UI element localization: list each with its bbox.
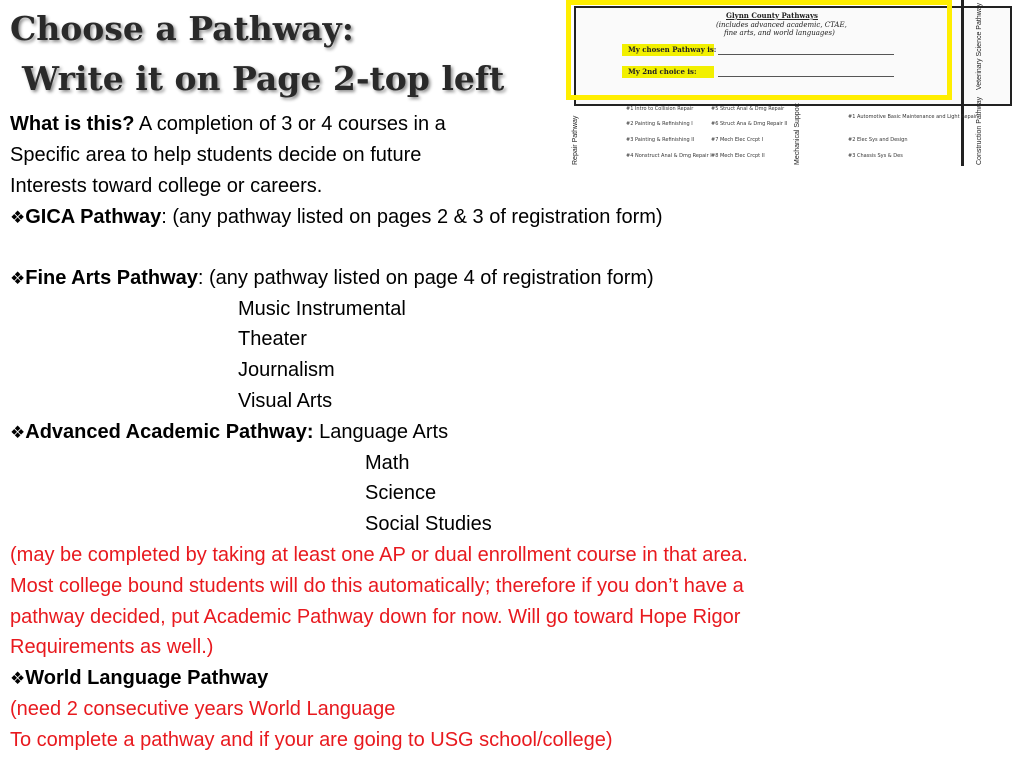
form-cell: #2 Elec Sys and Design [848, 137, 908, 143]
form-cell: #3 Painting & Refinishing II [626, 137, 695, 143]
fine-arts-option: Theater [238, 328, 307, 350]
academic-note-line: (may be completed by taking at least one AP or dual enrollment course in that area. [10, 544, 748, 566]
fine-arts-option: Visual Arts [238, 390, 333, 412]
form-divider [961, 0, 964, 166]
world-language-pathway-item [10, 666, 268, 691]
fine-arts-label: Fine Arts Pathway [25, 267, 198, 289]
world-language-note-2: To complete a pathway and if your are going to USG school/college) [10, 729, 613, 751]
form-cell: #3 Chassis Sys & Des [848, 153, 903, 159]
diamond-bullet-icon: ❖ [10, 208, 26, 227]
intro-line-2: Specific area to help students decide on future [10, 144, 422, 166]
vet-science-label: Veterinary Science Pathway [976, 2, 983, 90]
title-line-1: Choose a Pathway: [10, 9, 354, 48]
form-cell: #6 Struct Ana & Dmg Repair II [711, 121, 788, 127]
academic-pathway-item [10, 420, 448, 445]
form-cell: #4 Nonstruct Anal & Dmg Repair I [626, 153, 712, 159]
form-heading: Glynn County Pathways [726, 11, 818, 20]
academic-note-line: Requirements as well.) [10, 636, 214, 658]
form-cell: #2 Painting & Refinishing I [626, 121, 693, 127]
academic-subject: Social Studies [365, 513, 492, 535]
academic-first-subject: Language Arts [313, 421, 449, 443]
world-language-note-1: (need 2 consecutive years World Language [10, 698, 396, 720]
registration-form-image [566, 0, 1024, 166]
academic-note-line: Most college bound students will do this automatically; therefore if you don’t have a [10, 575, 744, 597]
form-cell: #1 Intro to Collision Repair [626, 106, 694, 112]
gica-desc: : (any pathway listed on pages 2 & 3 of registration form) [161, 206, 663, 228]
intro-line-1 [10, 112, 446, 136]
form-cell: #1 Automotive Basic Maintenance and Light Repair [848, 114, 978, 120]
mech-support-label: Mechanical Support [794, 103, 801, 165]
academic-label: Advanced Academic Pathway: [25, 421, 314, 443]
gica-pathway-item [10, 205, 663, 230]
intro-line-3: Interests toward college or careers. [10, 175, 323, 197]
diamond-bullet-icon: ❖ [10, 269, 26, 288]
second-choice-label: My 2nd choice is: [628, 67, 697, 76]
repair-pathway-label: Repair Pathway [572, 115, 579, 165]
chosen-pathway-label: My chosen Pathway is: [628, 45, 717, 54]
fine-arts-desc: : (any pathway listed on page 4 of registration form) [197, 267, 654, 289]
world-language-label: World Language Pathway [25, 667, 269, 689]
intro-text: A completion of 3 or 4 courses in a [134, 113, 446, 135]
gica-label: GICA Pathway [25, 206, 162, 228]
academic-subject: Math [365, 452, 410, 474]
form-subheading-2: fine arts, and world languages) [724, 29, 835, 37]
form-subheading: (includes advanced academic, CTAE, [716, 21, 847, 29]
academic-subject: Science [365, 482, 437, 504]
fine-arts-option: Journalism [238, 359, 335, 381]
fine-arts-pathway-item [10, 266, 654, 291]
title-line-2: Write it on Page 2-top left [22, 59, 505, 98]
intro-label: What is this? [10, 113, 135, 135]
diamond-bullet-icon: ❖ [10, 423, 26, 442]
academic-note-line: pathway decided, put Academic Pathway down for now. Will go toward Hope Rigor [10, 606, 741, 628]
construction-label: Construction Pathway [976, 96, 983, 165]
form-cell: #7 Mech Elec Crcpt I [711, 137, 764, 143]
fine-arts-option: Music Instrumental [238, 298, 406, 320]
form-cell: #8 Mech Elec Crcpt II [711, 153, 765, 159]
yellow-highlight-box [566, 0, 952, 100]
form-cell: #5 Struct Anal & Dmg Repair [711, 106, 785, 112]
diamond-bullet-icon: ❖ [10, 669, 26, 688]
